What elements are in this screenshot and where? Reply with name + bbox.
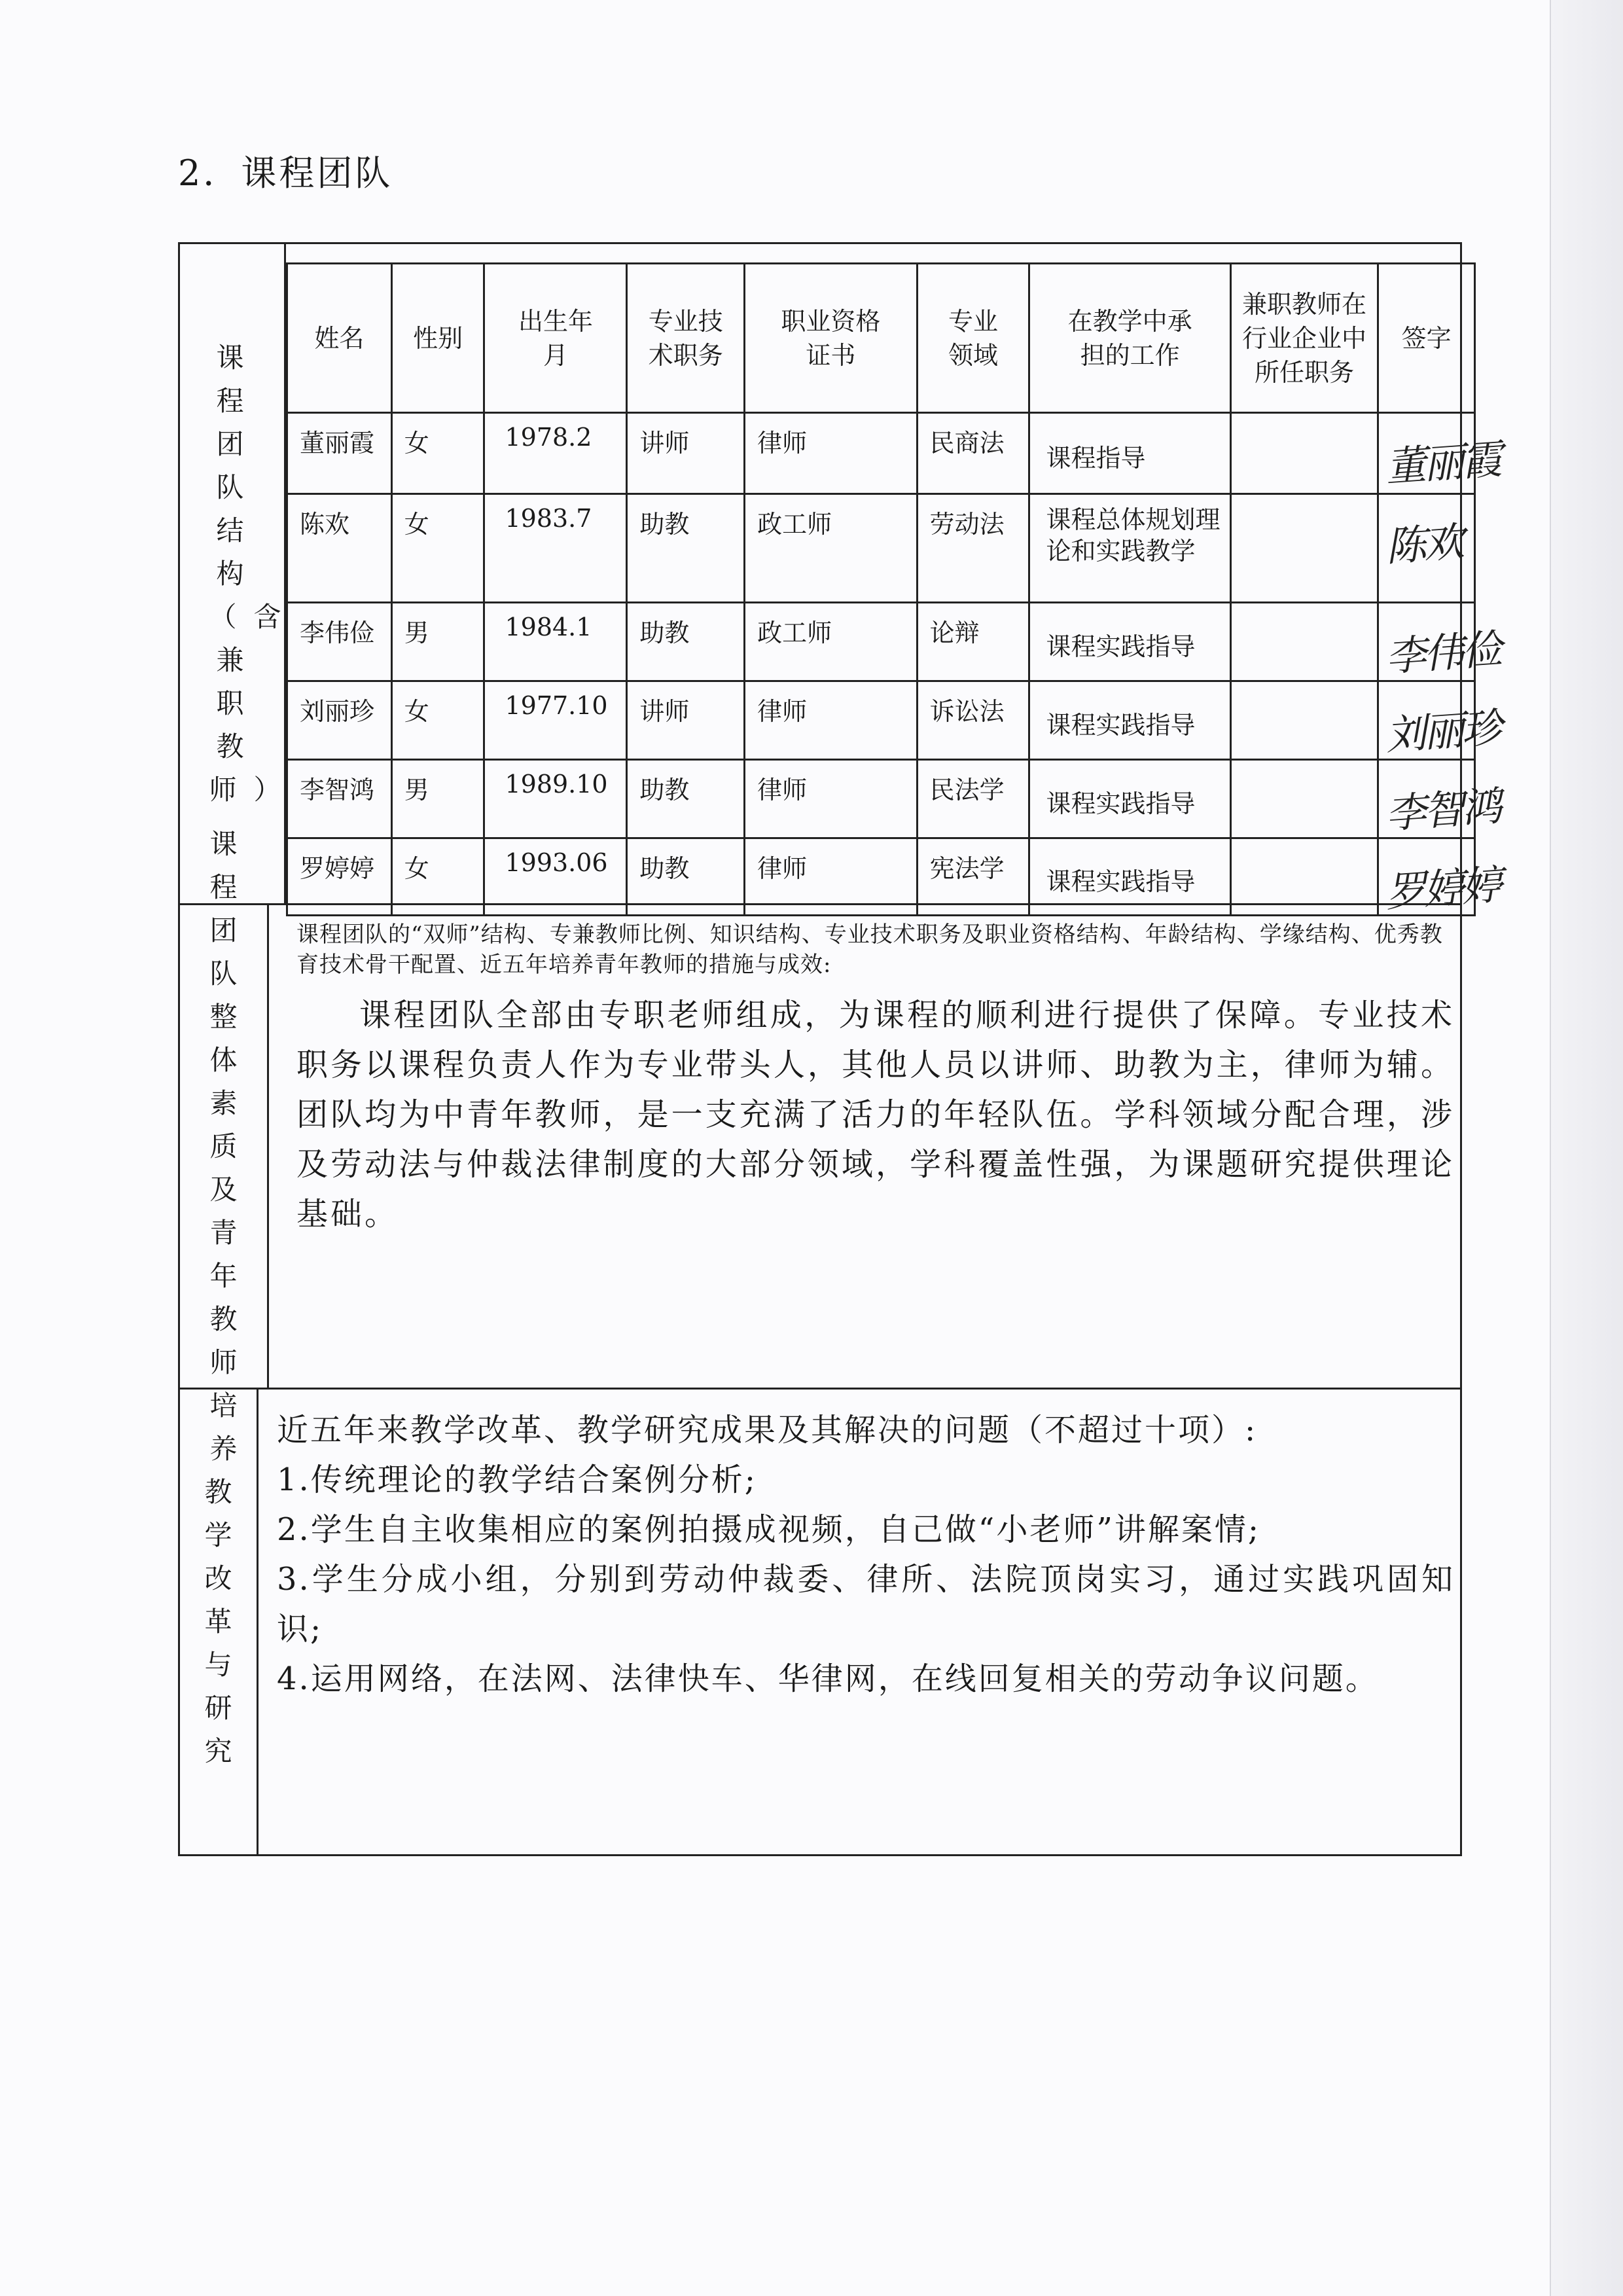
cell-work: 课程实践指导 [1029,760,1230,838]
teaching-research-body [277,1405,1455,1704]
section-title: 2．课程团队 [178,152,393,194]
cell-parttime [1230,681,1378,760]
cell-parttime [1230,603,1378,681]
team-quality-label-cell [180,827,269,1465]
cell-signature [1378,760,1501,838]
research-item: 4.运用网络，在法网、法律快车、华律网，在线回复相关的劳动争议问题。 [277,1660,1379,1697]
team-table-header-row [287,264,1475,413]
cell-field: 诉讼法 [917,681,1029,760]
cell-cert: 政工师 [745,603,918,681]
table-row [287,494,1475,603]
cell-cert: 律师 [745,760,918,838]
cell-name: 董丽霞 [287,413,392,494]
cell-signature [1378,838,1501,916]
cell-birth: 1989.10 [484,760,627,838]
cell-field: 劳动法 [917,494,1029,603]
cell-work: 课程总体规划理论和实践教学 [1029,494,1230,603]
cell-work: 课程实践指导 [1029,603,1230,681]
cell-birth: 1978.2 [484,413,627,494]
header-work: 在教学中承担的工作 [1029,264,1230,413]
cell-title: 讲师 [627,681,745,760]
cell-gender: 女 [391,838,484,916]
cell-gender: 男 [391,760,484,838]
cell-name: 李智鸿 [287,760,392,838]
cell-birth: 1983.7 [484,494,627,603]
team-structure-label: 课程团队结构（含兼职教师） [209,341,298,806]
signature: 李智鸿 [1384,782,1501,838]
cell-title: 助教 [627,838,745,916]
cell-gender: 女 [391,494,484,603]
cell-gender: 男 [391,603,484,681]
research-item: 近五年来教学改革、教学研究成果及其解决的问题（不超过十项）: [277,1412,1258,1448]
header-signature: 签字 [1378,264,1475,413]
signature: 刘丽珍 [1384,704,1501,759]
cell-signature [1378,494,1475,603]
cell-birth: 1977.10 [484,681,627,760]
form-sheet [178,242,1501,1856]
cell-field: 宪法学 [917,838,1029,916]
header-parttime: 兼职教师在行业企业中所任职务 [1230,264,1378,413]
cell-parttime [1230,838,1378,916]
cell-signature [1378,603,1501,681]
signature: 陈欢 [1384,518,1464,571]
cell-parttime [1230,760,1378,838]
cell-gender: 女 [391,413,484,494]
teaching-research-label-cell [180,1390,259,1854]
teaching-research-block [180,1390,1460,1854]
table-row [287,681,1475,760]
cell-birth: 1984.1 [484,603,627,681]
teaching-research-label: 教学改革与研究 [204,1476,232,1767]
research-item: 2.学生自主收集相应的案例拍摄成视频，自己做“小老师”讲解案情; [277,1511,1261,1548]
cell-name: 李伟俭 [287,603,392,681]
header-cert: 职业资格证书 [745,264,918,413]
cell-cert: 律师 [745,681,918,760]
cell-title: 讲师 [627,413,745,494]
header-title: 专业技术职务 [627,264,745,413]
cell-work: 课程实践指导 [1029,681,1230,760]
signature: 李伟俭 [1384,625,1501,681]
cell-birth: 1993.06 [484,838,627,916]
team-table [286,262,1501,916]
header-birth: 出生年月 [484,264,627,413]
team-quality-label: 课程团队整体素质及青年教师培养 [209,827,238,1465]
cell-parttime [1230,494,1378,603]
cell-title: 助教 [627,494,745,603]
team-structure-label-cell [180,244,298,903]
cell-field: 论辩 [917,603,1029,681]
cell-cert: 政工师 [745,494,918,603]
cell-parttime [1230,413,1378,494]
signature: 罗婷婷 [1384,861,1501,916]
cell-field: 民商法 [917,413,1029,494]
table-row [287,603,1475,681]
signature: 董丽霞 [1384,435,1501,491]
cell-title: 助教 [627,603,745,681]
cell-cert: 律师 [745,838,918,916]
table-row [287,413,1475,494]
page-edge [1550,0,1623,2296]
cell-signature [1378,681,1501,760]
cell-field: 民法学 [917,760,1029,838]
cell-work: 课程实践指导 [1029,838,1230,916]
cell-name: 罗婷婷 [287,838,392,916]
team-quality-prompt: 课程团队的“双师”结构、专兼教师比例、知识结构、专业技术职务及职业资格结构、年龄结构、学缘结构、优秀教育技术骨干配置、近五年培养青年教师的措施与成效: [296,922,1443,978]
research-item: 1.传统理论的教学结合案例分析; [277,1462,757,1498]
cell-signature [1378,413,1501,494]
cell-gender: 女 [391,681,484,760]
header-name: 姓名 [287,264,392,413]
cell-title: 助教 [627,760,745,838]
team-quality-body: 课程团队全部由专职老师组成，为课程的顺利进行提供了保障。专业技术职务以课程负责人作为专业带头人，其他人员以讲师、助教为主，律师为辅。团队均为中青年教师，是一支充满了活力的年轻队伍。学科领域分配合理，涉及劳动法与仲裁法律制度的大部分领域，学科覆盖性强，为课题研究提供理论基础。 [296,997,1455,1232]
header-gender: 性别 [391,264,484,413]
cell-work: 课程指导 [1029,413,1230,494]
table-row [287,838,1475,916]
cell-name: 刘丽珍 [287,681,392,760]
table-row [287,760,1475,838]
cell-name: 陈欢 [287,494,392,603]
team-structure-block [180,244,1501,916]
header-field: 专业领域 [917,264,1029,413]
research-item: 3.学生分成小组，分别到劳动仲裁委、律所、法院顶岗实习，通过实践巩固知识; [277,1561,1455,1647]
cell-cert: 律师 [745,413,918,494]
